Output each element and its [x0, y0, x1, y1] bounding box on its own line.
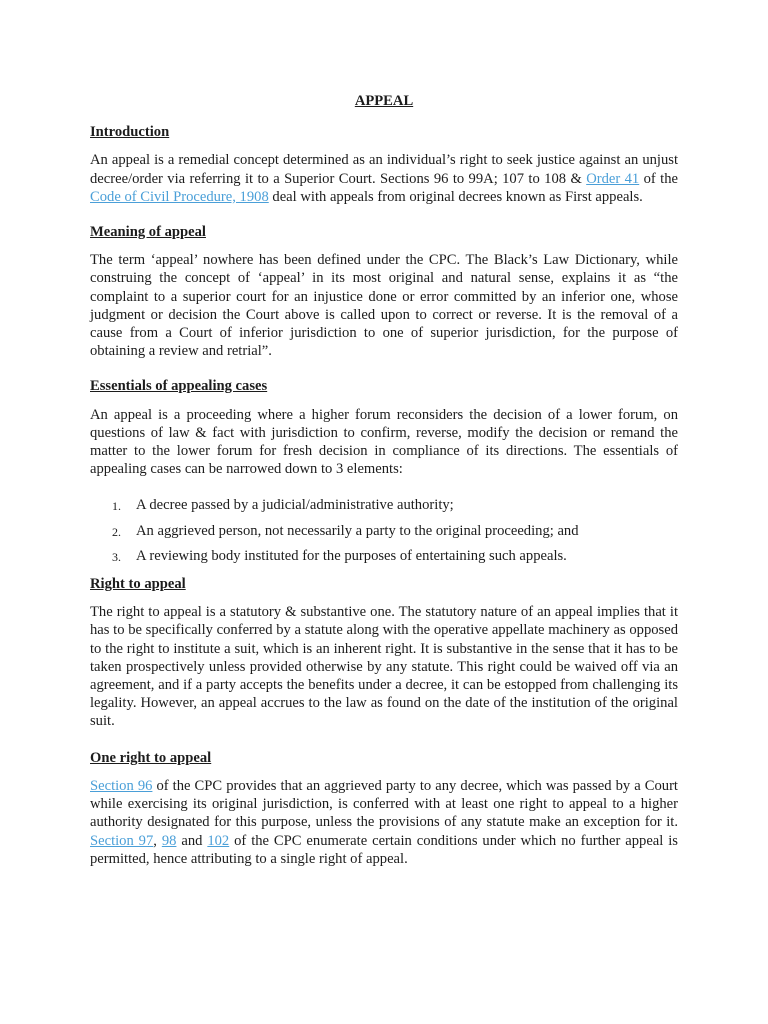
page-title: APPEAL: [354, 93, 414, 109]
link-section-96[interactable]: Section 96: [90, 777, 153, 794]
list-item-text: An aggrieved person, not necessarily a party to the original proceeding; and: [136, 522, 579, 539]
paragraph-one-right-to-appeal: [90, 777, 678, 868]
heading-meaning-of-appeal: Meaning of appeal: [90, 224, 206, 241]
list-item-number: 1.: [112, 499, 121, 514]
document-page: [90, 92, 678, 886]
link-section-102[interactable]: 102: [207, 832, 230, 849]
link-section-98[interactable]: 98: [161, 832, 177, 849]
list-item: [90, 522, 678, 540]
heading-one-right-to-appeal: One right to appeal: [90, 749, 212, 766]
list-item: [90, 496, 678, 514]
list-item: [90, 547, 678, 565]
list-item-number: 3.: [112, 549, 121, 564]
link-code-of-civil-procedure[interactable]: Code of Civil Procedure, 1908: [90, 188, 269, 205]
heading-introduction: Introduction: [90, 124, 170, 141]
one-right-sep-1: ,: [153, 832, 162, 849]
list-item-text: A decree passed by a judicial/administrative authority;: [136, 497, 454, 514]
one-right-sep-2: and: [176, 832, 208, 849]
heading-right-to-appeal: Right to appeal: [90, 576, 186, 593]
one-right-text-1: of the CPC provides that an aggrieved party to any decree, which was passed by a Court while exercising its original jurisdiction, is conferred with at least one right to appeal to a higher authority designated for this purpose, unless the provisions of any statute make an exception for it.: [90, 777, 678, 831]
link-section-97[interactable]: Section 97: [90, 832, 154, 849]
essentials-list: [90, 496, 678, 565]
intro-text-1: An appeal is a remedial concept determined as an individual’s right to seek justice against an unjust decree/order via referring it to a Superior Court. Sections 96 to 99A; 107 to 108 &: [90, 152, 678, 187]
paragraph-introduction: [90, 151, 678, 206]
link-order-41[interactable]: Order 41: [586, 170, 640, 187]
list-item-number: 2.: [112, 524, 121, 539]
paragraph-meaning-of-appeal: The term ‘appeal’ nowhere has been defined under the CPC. The Black’s Law Dictionary, while construing the concept of ‘appeal’ in its most original and natural sense, explains it as “the complaint to a superior court for an injustice done or error committed by an inferior one, whose judgment or decision the Court above is called upon to correct or reverse. It is the removal of a cause from a Court of inferior jurisdiction to one of superior jurisdiction, for the purpose of obtaining a review and retrial”.: [90, 252, 678, 360]
intro-text-3: deal with appeals from original decrees known as First appeals.: [268, 188, 643, 205]
heading-essentials: Essentials of appealing cases: [90, 378, 268, 395]
paragraph-right-to-appeal: The right to appeal is a statutory & substantive one. The statutory nature of an appeal implies that it has to be specifically conferred by a statute along with the operative appellate machinery as opposed to the right to institute a suit, which is an inherent right. It is substantive in the sense that it has to be taken prospectively unless provided otherwise by any statute. This right could be waived off via an agreement, and if a party accepts the benefits under a decree, it can be estopped from challenging its legality. However, an appeal accrues to the law as found on the date of the institution of the original suit.: [90, 604, 678, 730]
paragraph-essentials: An appeal is a proceeding where a higher forum reconsiders the decision of a lower forum, on questions of law & fact with jurisdiction to confirm, reverse, modify the decision or remand the matter to the lower forum for fresh decision in compliance of its directions. The essentials of appealing cases can be narrowed down to 3 elements:: [90, 406, 678, 478]
intro-text-2: of the: [639, 170, 678, 187]
one-right-text-2: of the CPC enumerate certain conditions under which no further appeal is permitted, hence attributing to a single right of appeal.: [90, 832, 678, 867]
list-item-text: A reviewing body instituted for the purposes of entertaining such appeals.: [136, 547, 567, 564]
